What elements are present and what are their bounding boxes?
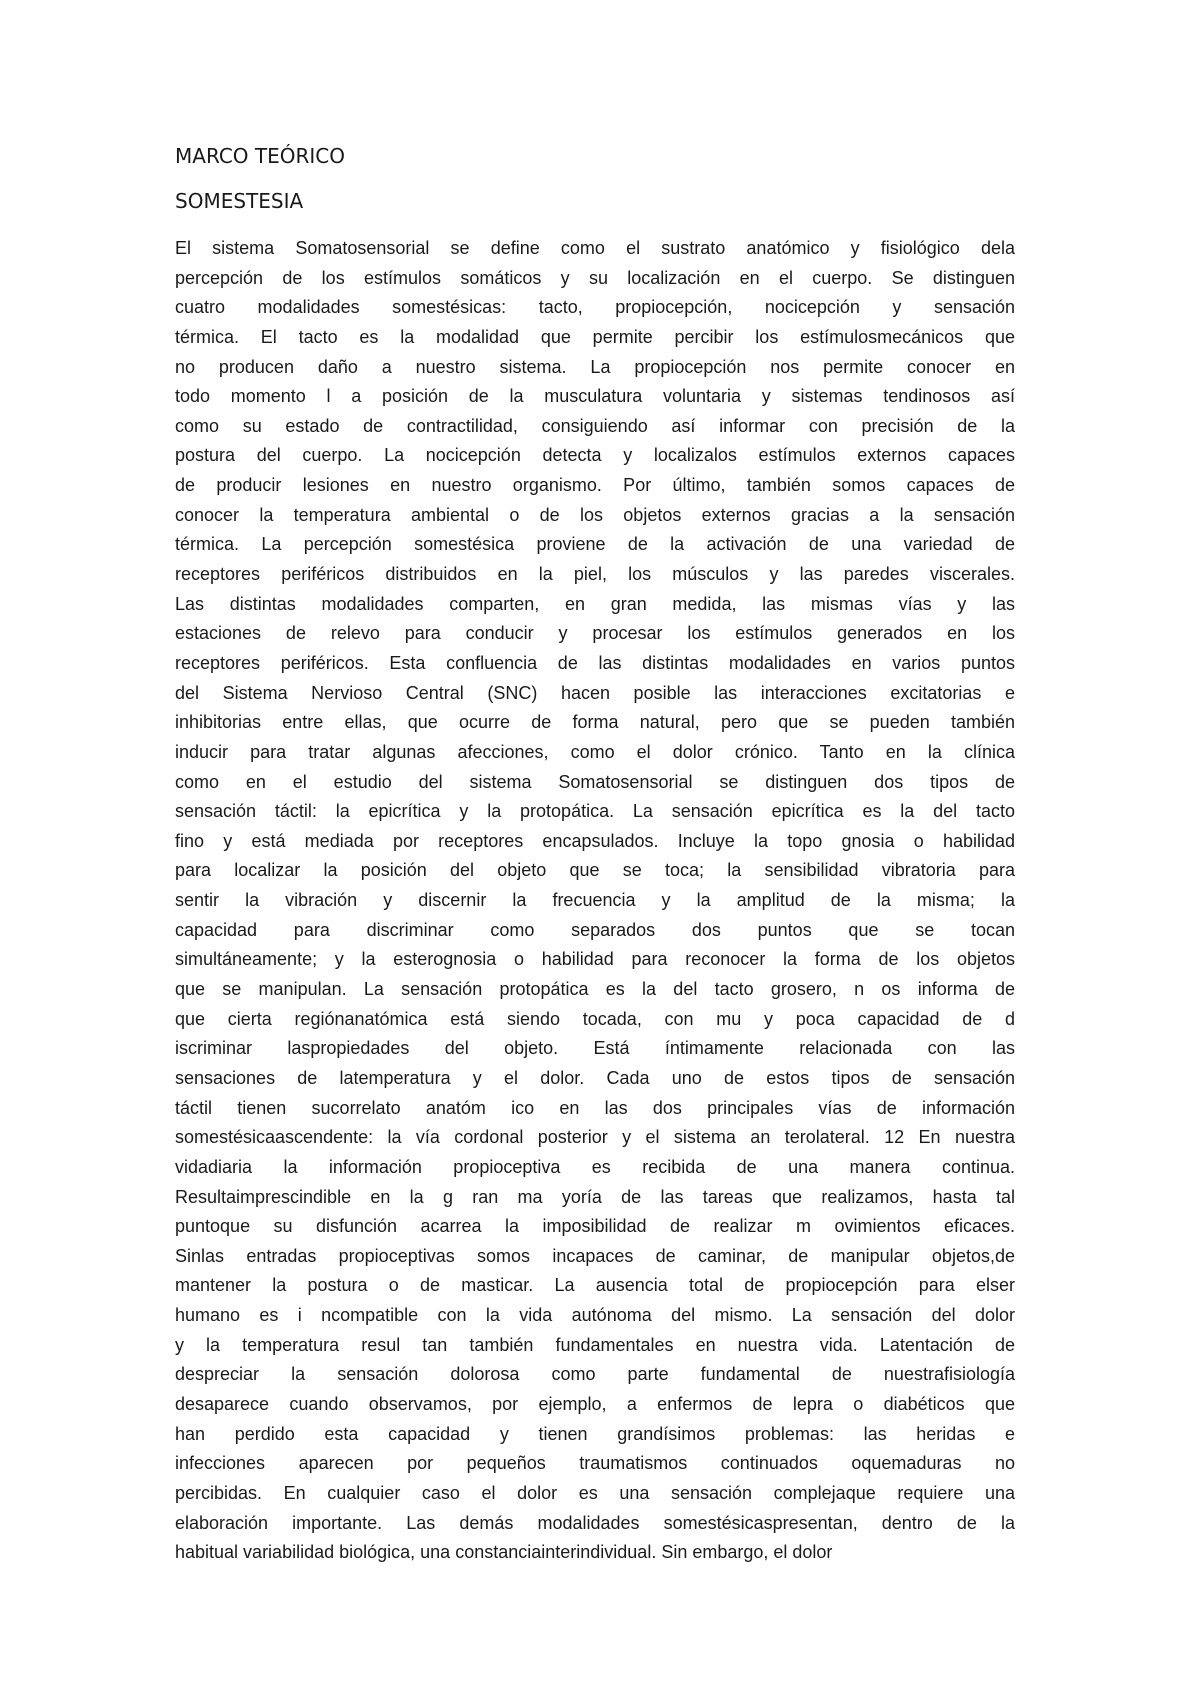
- page-title: MARCO TEÓRICO: [175, 144, 345, 168]
- text-line: sensación táctil: la epicrítica y la protopática. La sensación epicrítica es la del tacto: [175, 801, 1015, 822]
- text-line: despreciar la sensación dolorosa como parte fundamental de nuestrafisiología: [175, 1364, 1015, 1385]
- text-line: vidadiaria la información propioceptiva es recibida de una manera continua.: [175, 1156, 1015, 1177]
- text-line: táctil tienen sucorrelato anatóm ico en las dos principales vías de información: [175, 1097, 1015, 1118]
- text-line: receptores periféricos distribuidos en la piel, los músculos y las paredes viscerales.: [175, 564, 1015, 585]
- text-line: desaparece cuando observamos, por ejemplo, a enfermos de lepra o diabéticos que: [175, 1393, 1015, 1414]
- text-line: humano es i ncompatible con la vida autónoma del mismo. La sensación del dolor: [175, 1305, 1015, 1326]
- text-line: que cierta regiónanatómica está siendo tocada, con mu y poca capacidad de d: [175, 1008, 1015, 1029]
- section-heading: SOMESTESIA: [175, 189, 304, 213]
- text-line: capacidad para discriminar como separados dos puntos que se tocan: [175, 919, 1015, 940]
- text-line: no producen daño a nuestro sistema. La propiocepción nos permite conocer en: [175, 356, 1015, 377]
- body-paragraph: [175, 234, 1015, 1568]
- text-line: sensaciones de latemperatura y el dolor. Cada uno de estos tipos de sensación: [175, 1067, 1015, 1088]
- text-line: somestésicaascendente: la vía cordonal posterior y el sistema an terolateral. 12 En nuestra: [175, 1127, 1015, 1148]
- text-line: Sinlas entradas propioceptivas somos incapaces de caminar, de manipular objetos,de: [175, 1245, 1015, 1266]
- text-line: elaboración importante. Las demás modalidades somestésicaspresentan, dentro de la: [175, 1512, 1015, 1533]
- text-line: y la temperatura resul tan también fundamentales en nuestra vida. Latentación de: [175, 1334, 1015, 1355]
- text-line: El sistema Somatosensorial se define como el sustrato anatómico y fisiológico dela: [175, 238, 1015, 258]
- text-line: postura del cuerpo. La nocicepción detecta y localizalos estímulos externos capaces: [175, 445, 1015, 466]
- text-line: inhibitorias entre ellas, que ocurre de forma natural, pero que se pueden también: [175, 712, 1015, 733]
- text-line: han perdido esta capacidad y tienen grandísimos problemas: las heridas e: [175, 1423, 1015, 1444]
- text-line: habitual variabilidad biológica, una constanciainterindividual. Sin embargo, el dolor: [175, 1542, 833, 1563]
- text-line: inducir para tratar algunas afecciones, como el dolor crónico. Tanto en la clínica: [175, 741, 1015, 762]
- text-line: conocer la temperatura ambiental o de los objetos externos gracias a la sensación: [175, 504, 1015, 525]
- text-line: percibidas. En cualquier caso el dolor es una sensación complejaque requiere una: [175, 1482, 1015, 1503]
- text-line: Las distintas modalidades comparten, en gran medida, las mismas vías y las: [175, 593, 1015, 614]
- text-line: que se manipulan. La sensación protopática es la del tacto grosero, n os informa de: [175, 979, 1015, 1000]
- text-line: sentir la vibración y discernir la frecuencia y la amplitud de la misma; la: [175, 890, 1015, 911]
- text-line: de producir lesiones en nuestro organismo. Por último, también somos capaces de: [175, 475, 1015, 496]
- text-line: térmica. El tacto es la modalidad que permite percibir los estímulosmecánicos que: [175, 326, 1015, 347]
- text-line: puntoque su disfunción acarrea la imposibilidad de realizar m ovimientos eficaces.: [175, 1216, 1015, 1237]
- text-line: como su estado de contractilidad, consiguiendo así informar con precisión de la: [175, 415, 1015, 436]
- text-line: todo momento l a posición de la musculatura voluntaria y sistemas tendinosos así: [175, 386, 1015, 407]
- text-line: como en el estudio del sistema Somatosensorial se distinguen dos tipos de: [175, 771, 1015, 792]
- text-line: mantener la postura o de masticar. La ausencia total de propiocepción para elser: [175, 1275, 1015, 1296]
- text-line: fino y está mediada por receptores encapsulados. Incluye la topo gnosia o habilidad: [175, 830, 1015, 851]
- text-line: cuatro modalidades somestésicas: tacto, propiocepción, nocicepción y sensación: [175, 297, 1015, 318]
- text-line: del Sistema Nervioso Central (SNC) hacen posible las interacciones excitatorias e: [175, 682, 1015, 703]
- text-line: receptores periféricos. Esta confluencia de las distintas modalidades en varios puntos: [175, 652, 1015, 673]
- text-line: térmica. La percepción somestésica proviene de la activación de una variedad de: [175, 534, 1015, 555]
- text-line: estaciones de relevo para conducir y procesar los estímulos generados en los: [175, 623, 1015, 644]
- text-line: Resultaimprescindible en la g ran ma yoría de las tareas que realizamos, hasta tal: [175, 1186, 1015, 1207]
- text-line: para localizar la posición del objeto que se toca; la sensibilidad vibratoria para: [175, 860, 1015, 881]
- text-line: iscriminar laspropiedades del objeto. Está íntimamente relacionada con las: [175, 1038, 1015, 1059]
- text-line: percepción de los estímulos somáticos y su localización en el cuerpo. Se distinguen: [175, 267, 1015, 288]
- text-line: infecciones aparecen por pequeños traumatismos continuados oquemaduras no: [175, 1453, 1015, 1474]
- text-line: simultáneamente; y la esterognosia o habilidad para reconocer la forma de los objetos: [175, 949, 1015, 970]
